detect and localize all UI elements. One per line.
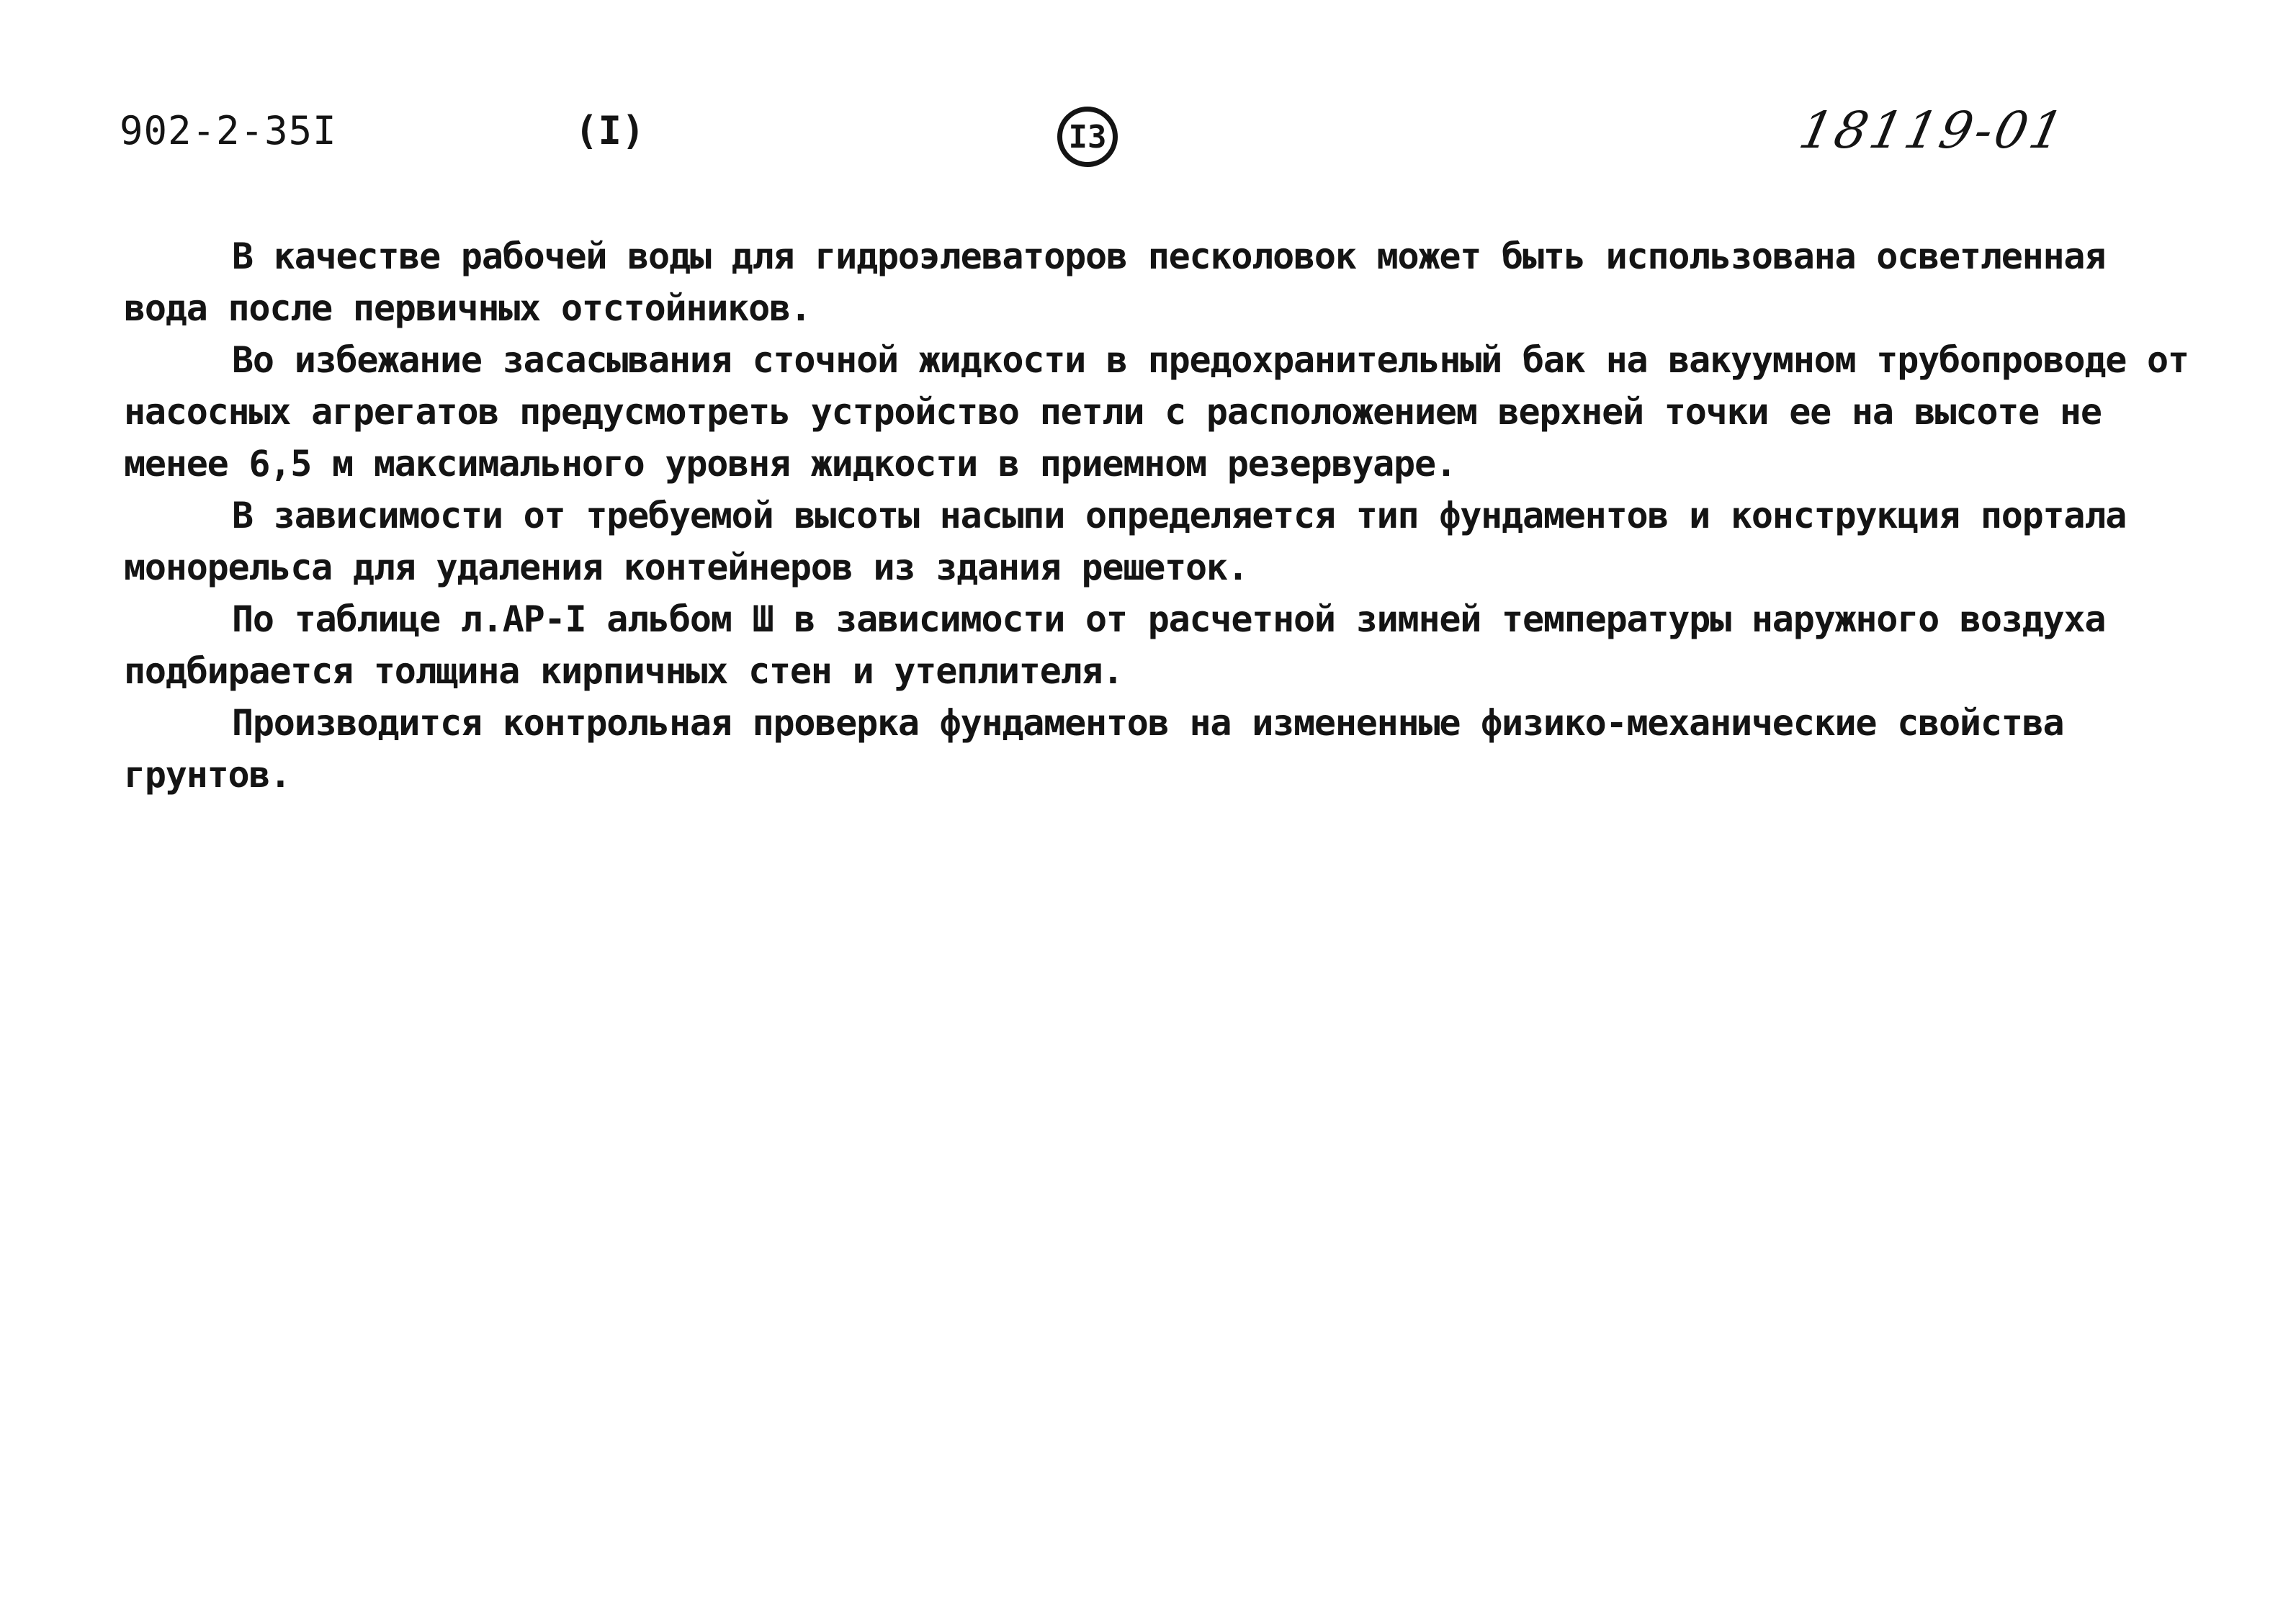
document-body: [124, 230, 2198, 801]
paragraph-wall-thickness: По таблице л.АР-I альбом Ш в зависимости от расчетной зимней температуры наружного воздуха подбирается толщина кирпичных стен и утеплителя.: [124, 598, 2106, 692]
part-number: (I): [575, 108, 645, 153]
document-code: 902-2-35I: [120, 108, 337, 153]
paragraph-working-water: В качестве рабочей воды для гидроэлеваторов песколовок может быть использована осветленная вода после первичных отстойников.: [124, 235, 2106, 329]
paragraph-foundation-check: Производится контрольная проверка фундаментов на измененные физико-механические свойства грунтов.: [124, 702, 2064, 796]
paragraph-foundations-portal: В зависимости от требуемой высоты насыпи определяется тип фундаментов и конструкция портала монорельса для удаления контейнеров из здания решеток.: [124, 495, 2127, 588]
paragraph-vacuum-pipeline: Во избежание засасывания сточной жидкости в предохранительный бак на вакуумном трубопроводе от насосных агрегатов предусмотреть устройство петли с расположением верхней точки ее на высоте не менее 6,5 м максимального уровня жидкости в приемном резервуаре.: [124, 339, 2189, 485]
page-header: [0, 0, 2296, 216]
page-number-circled: I3: [1057, 107, 1118, 167]
archive-number-handwritten: 18119-01: [1794, 101, 2072, 160]
